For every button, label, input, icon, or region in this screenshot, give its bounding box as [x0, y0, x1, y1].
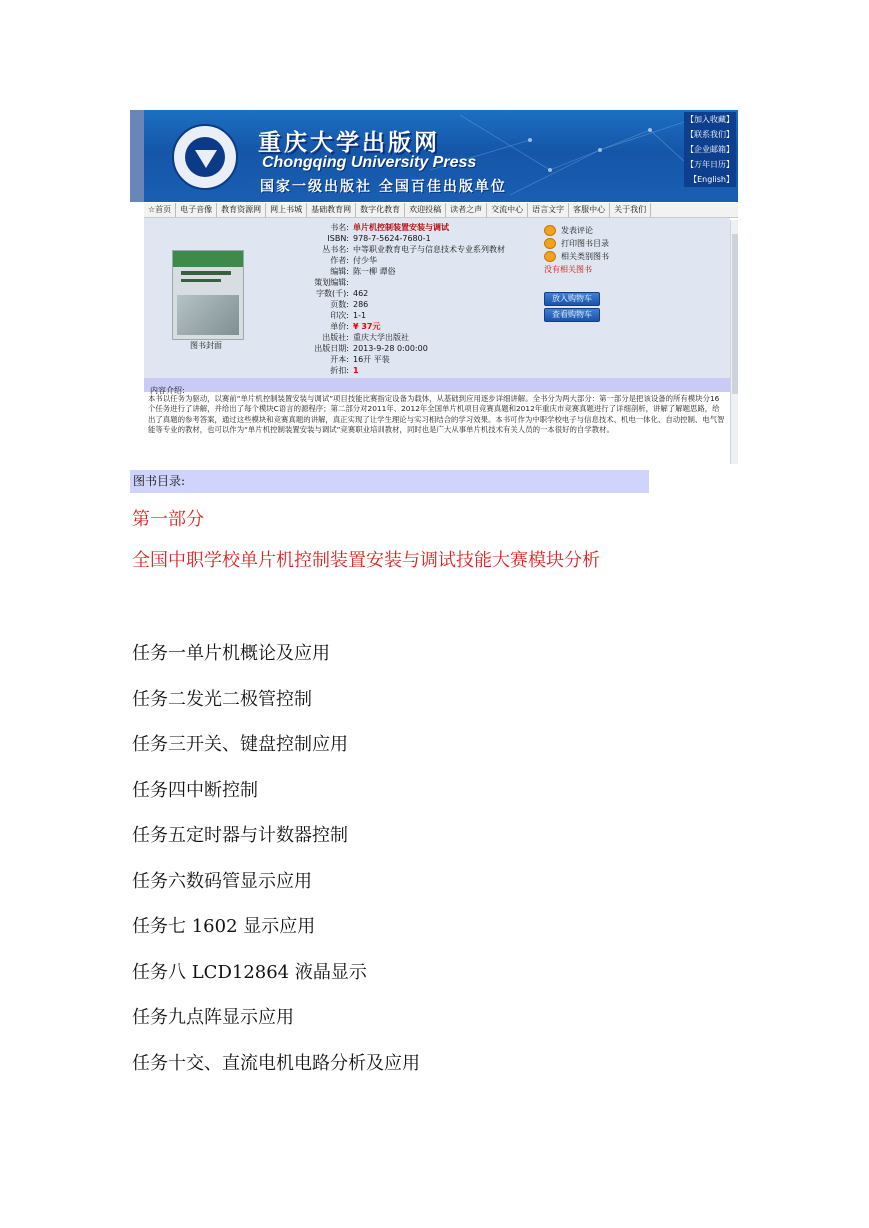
meta-label: 出版日期:: [314, 344, 349, 353]
catalog-heading: 图书目录:: [133, 474, 186, 488]
meta-label: 出版社:: [322, 333, 349, 342]
task-item: 任务一单片机概论及应用: [132, 643, 330, 664]
nav-item-av[interactable]: 电子音像: [176, 203, 217, 217]
nav-item-language[interactable]: 语言文字: [528, 203, 569, 217]
meta-label: 书名:: [330, 223, 349, 232]
meta-value: 462: [353, 289, 369, 298]
book-cover-image[interactable]: [172, 250, 244, 340]
book-meta: [264, 222, 505, 376]
meta-row: [264, 310, 505, 321]
task-item: 任务八 LCD12864 液晶显示: [132, 961, 367, 983]
meta-value: 中等职业教育电子与信息技术专业系列教材: [353, 245, 505, 254]
scrollbar-thumb[interactable]: [732, 234, 738, 394]
english-link[interactable]: 【English】: [684, 172, 736, 187]
comment-label: 发表评论: [561, 226, 593, 235]
meta-row: [264, 277, 505, 288]
meta-row: [264, 222, 505, 233]
task-list: [132, 636, 420, 1091]
part-subtitle: 全国中职学校单片机控制装置安装与调试技能大赛模块分析: [132, 550, 600, 571]
task-item: 任务四中断控制: [132, 779, 258, 801]
meta-row: [264, 321, 505, 332]
meta-row: [264, 255, 505, 266]
book-actions: [544, 224, 609, 275]
meta-label: 折扣:: [330, 366, 349, 375]
intro-text: 本书以任务为驱动，以赛前“单片机控制装置安装与调试”项目技能比赛指定设备为载体，从基础到应用逐步详细讲解。全书分为两大部分：第一部分是把该设备的所有模块分16个任务进行了讲解，并给出了每个模块C语言的源程序；第二部分对2011年、2012年全国单片机项目竞赛真题和2012年重庆市竞赛真题进行了详细剖析，讲解了解题思路，给出了真题的参考答案，通过这些模块和竞赛真题的讲解，真正实现了让学生理论与实习相结合的学习效果。本书可作为中职学校电子与信息技术、机电一体化、自动控制、电气智能等专业的教材，也可以作为“单片机控制装置安装与调试”竞赛职业培训教材，同时也是广大从事单片机技术有关人员的一本很好的自学教材。: [148, 394, 725, 435]
print-label: 打印图书目录: [561, 239, 609, 248]
meta-row: [264, 365, 505, 376]
related-label: 相关类别图书: [561, 252, 609, 261]
meta-label: 页数:: [330, 300, 349, 309]
press-slogan: 国家一级出版社 全国百佳出版单位: [260, 179, 507, 195]
meta-label: 单价:: [330, 322, 349, 331]
related-icon: [544, 251, 556, 262]
meta-value: 286: [353, 300, 369, 309]
nav-item-about[interactable]: 关于我们: [610, 203, 651, 217]
contact-link[interactable]: 【联系我们】: [684, 127, 736, 142]
book-price: ¥ 37元: [353, 322, 381, 331]
meta-value: 1-1: [353, 311, 367, 320]
press-title-cn: 重庆大学出版网: [258, 129, 440, 156]
book-detail-screenshot: [130, 110, 738, 464]
meta-value: 2013-9-28 0:00:00: [353, 344, 428, 353]
header-banner: [130, 110, 738, 202]
press-title-en: Chongqing University Press: [262, 154, 477, 171]
add-favorite-link[interactable]: 【加入收藏】: [684, 112, 736, 127]
meta-label: ISBN:: [327, 234, 349, 243]
task-item: 任务五定时器与计数器控制: [132, 825, 348, 846]
calendar-link[interactable]: 【万年日历】: [684, 157, 736, 172]
meta-label: 作者:: [330, 256, 349, 265]
catalog-heading-bar: [130, 470, 649, 493]
meta-row: [264, 299, 505, 310]
related-books-link[interactable]: [544, 250, 609, 263]
intro-heading: 内容介绍:: [150, 386, 185, 395]
book-info-panel: [144, 218, 730, 378]
task-item: 任务七 1602 显示应用: [132, 916, 316, 937]
print-catalog-link[interactable]: [544, 237, 609, 250]
meta-label: 印次:: [330, 311, 349, 320]
meta-label: 策划编辑:: [314, 278, 349, 287]
print-icon: [544, 238, 556, 249]
main-nav: [144, 203, 738, 218]
meta-value: 陈一柳 谭俗: [353, 267, 396, 276]
meta-label: 开本:: [330, 355, 349, 364]
intro-heading-bar: [144, 378, 730, 395]
part-title: 第一部分: [132, 509, 204, 530]
nav-item-service[interactable]: 客服中心: [569, 203, 610, 217]
nav-item-bookstore[interactable]: 网上书城: [266, 203, 307, 217]
task-item: 任务三开关、键盘控制应用: [132, 734, 348, 755]
meta-row: [264, 244, 505, 255]
scrollbar[interactable]: [730, 220, 738, 464]
meta-value: [349, 277, 353, 288]
part-block: [132, 506, 652, 583]
meta-label: 编辑:: [330, 267, 349, 276]
book-discount: 1: [353, 366, 359, 375]
task-item: 任务九点阵显示应用: [132, 1007, 294, 1028]
add-to-cart-button[interactable]: 放入购物车: [544, 292, 600, 306]
meta-label: 字数(千):: [316, 289, 349, 298]
left-strip: [130, 110, 144, 202]
meta-row: [264, 354, 505, 365]
view-cart-button[interactable]: 查看购物车: [544, 308, 600, 322]
book-title: 单片机控制装置安装与调试: [353, 223, 449, 232]
no-related-text: 没有相关图书: [544, 265, 592, 274]
nav-item-home[interactable]: ☆首页: [144, 203, 176, 217]
nav-item-basic-edu[interactable]: 基础教育网: [307, 203, 356, 217]
comment-link[interactable]: [544, 224, 609, 237]
meta-row: [264, 266, 505, 277]
meta-value: 付少华: [353, 256, 377, 265]
comment-icon: [544, 225, 556, 236]
meta-label: 丛书名:: [322, 245, 349, 254]
meta-value: 重庆大学出版社: [353, 333, 409, 342]
nav-item-submit[interactable]: 欢迎投稿: [405, 203, 446, 217]
meta-value: 16开 平装: [353, 355, 390, 364]
mail-link[interactable]: 【企业邮箱】: [684, 142, 736, 157]
meta-row: [264, 343, 505, 354]
top-links: [684, 112, 736, 187]
nav-item-readers[interactable]: 读者之声: [446, 203, 487, 217]
nav-item-edu-resource[interactable]: 教育资源网: [217, 203, 266, 217]
nav-item-exchange[interactable]: 交流中心: [487, 203, 528, 217]
task-item: 任务十交、直流电机电路分析及应用: [132, 1052, 420, 1074]
task-item: 任务六数码管显示应用: [132, 870, 312, 892]
meta-row: [264, 233, 505, 244]
meta-row: [264, 288, 505, 299]
meta-row: [264, 332, 505, 343]
nav-item-digital-edu[interactable]: 数字化教育: [356, 203, 405, 217]
university-logo: [172, 124, 238, 190]
book-cover-caption: 图书封面: [190, 341, 222, 350]
meta-value: 978-7-5624-7680-1: [353, 234, 431, 243]
task-item: 任务二发光二极管控制: [132, 688, 312, 710]
